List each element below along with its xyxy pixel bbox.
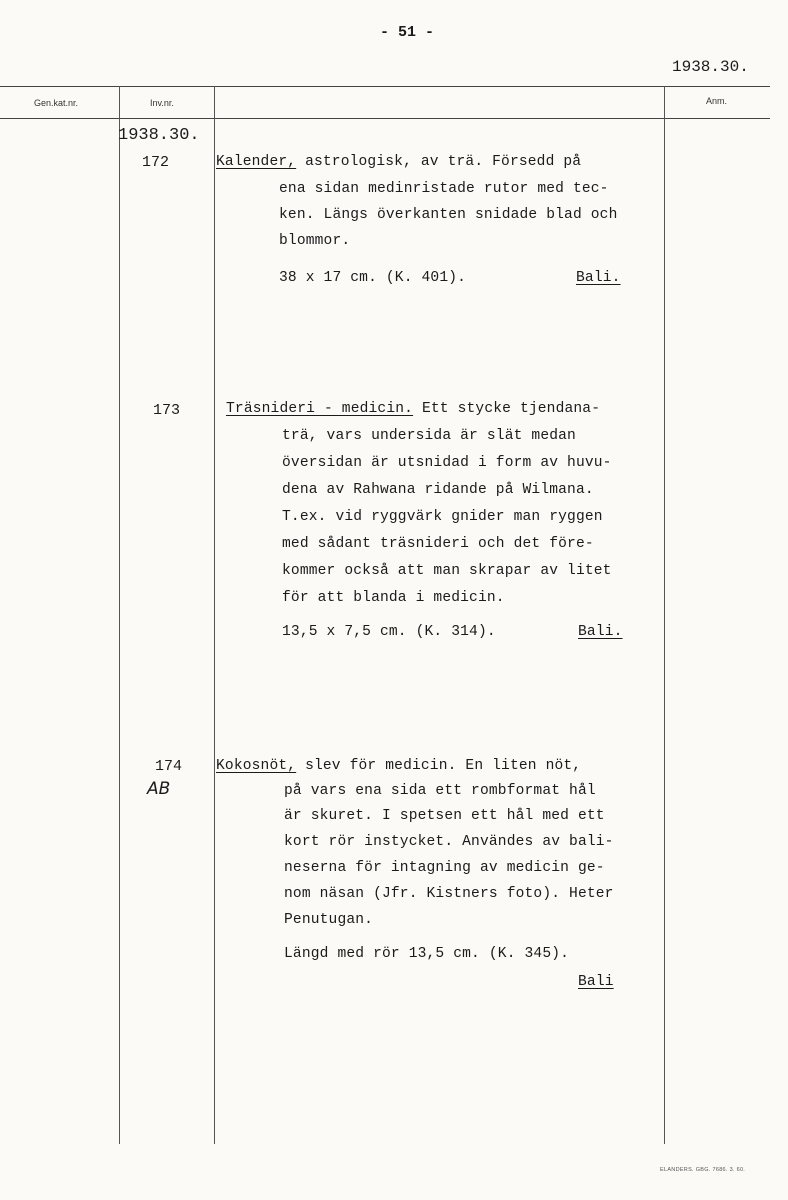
entry-text-line: T.ex. vid ryggvärk gnider man ryggen (282, 509, 603, 525)
header-bottom-rule (0, 118, 770, 119)
year-reference: 1938.30. (672, 58, 749, 76)
entry-text-line: ken. Längs överkanten snidade blad och (279, 207, 618, 223)
printer-mark: ELANDERS. GBG. 7686. 3. 60. (660, 1167, 746, 1173)
entry-first-line-rest: astrologisk, av trä. Försedd på (296, 154, 582, 170)
entry-title: Träsnideri - medicin. (226, 401, 414, 417)
entry-place: Bali. (578, 624, 623, 640)
entry-text-line: nom näsan (Jfr. Kistners foto). Heter (284, 886, 614, 902)
column-divider-inv-text (214, 86, 215, 1144)
page-number: - 51 - (380, 24, 435, 41)
column-header-anm: Anm. (706, 96, 728, 106)
entry-text-line: Penutugan. (284, 912, 374, 928)
entry-measurement: Längd med rör 13,5 cm. (K. 345). (284, 946, 570, 962)
inventory-number: 173 (153, 402, 181, 419)
entry-place: Bali (578, 974, 614, 990)
entry-text-line: är skuret. I spetsen ett hål med ett (284, 808, 605, 824)
inventory-number: 174 (155, 758, 183, 775)
entry-first-line-rest: Ett stycke tjendana- (413, 401, 601, 417)
entry-text-line: neserna för intagning av medicin ge- (284, 860, 605, 876)
catalog-year: 1938.30. (118, 126, 200, 145)
entry-first-line (226, 401, 600, 417)
entry-text-line: blommor. (279, 233, 351, 249)
entry-measurement: 13,5 x 7,5 cm. (K. 314). (282, 624, 496, 640)
entry-measurement: 38 x 17 cm. (K. 401). (279, 270, 467, 286)
entry-first-line (216, 154, 581, 170)
column-header-gen-kat-nr: Gen.kat.nr. (34, 98, 79, 108)
inventory-number: 172 (142, 154, 170, 171)
entry-text-line: kort rör instycket. Användes av bali- (284, 834, 614, 850)
entry-first-line (216, 758, 581, 774)
column-header-inv-nr: Inv.nr. (150, 98, 174, 108)
entry-title: Kalender, (216, 154, 297, 170)
entry-text-line: trä, vars undersida är slät medan (282, 428, 576, 444)
entry-text-line: med sådant träsnideri och det före- (282, 536, 594, 552)
handwritten-inventory-note: AB (147, 779, 171, 799)
entry-text-line: på vars ena sida ett rombformat hål (284, 783, 596, 799)
column-divider-gen-inv (119, 86, 120, 1144)
entry-text-line: ena sidan medinristade rutor med tec- (279, 181, 609, 197)
entry-place: Bali. (576, 270, 621, 286)
entry-text-line: översidan är utsnidad i form av huvu- (282, 455, 612, 471)
entry-text-line: för att blanda i medicin. (282, 590, 505, 606)
entry-text-line: dena av Rahwana ridande på Wilmana. (282, 482, 594, 498)
entry-first-line-rest: slev för medicin. En liten nöt, (296, 758, 582, 774)
header-top-rule (0, 86, 770, 87)
entry-text-line: kommer också att man skrapar av litet (282, 563, 612, 579)
entry-title: Kokosnöt, (216, 758, 297, 774)
column-divider-text-anm (664, 86, 665, 1144)
